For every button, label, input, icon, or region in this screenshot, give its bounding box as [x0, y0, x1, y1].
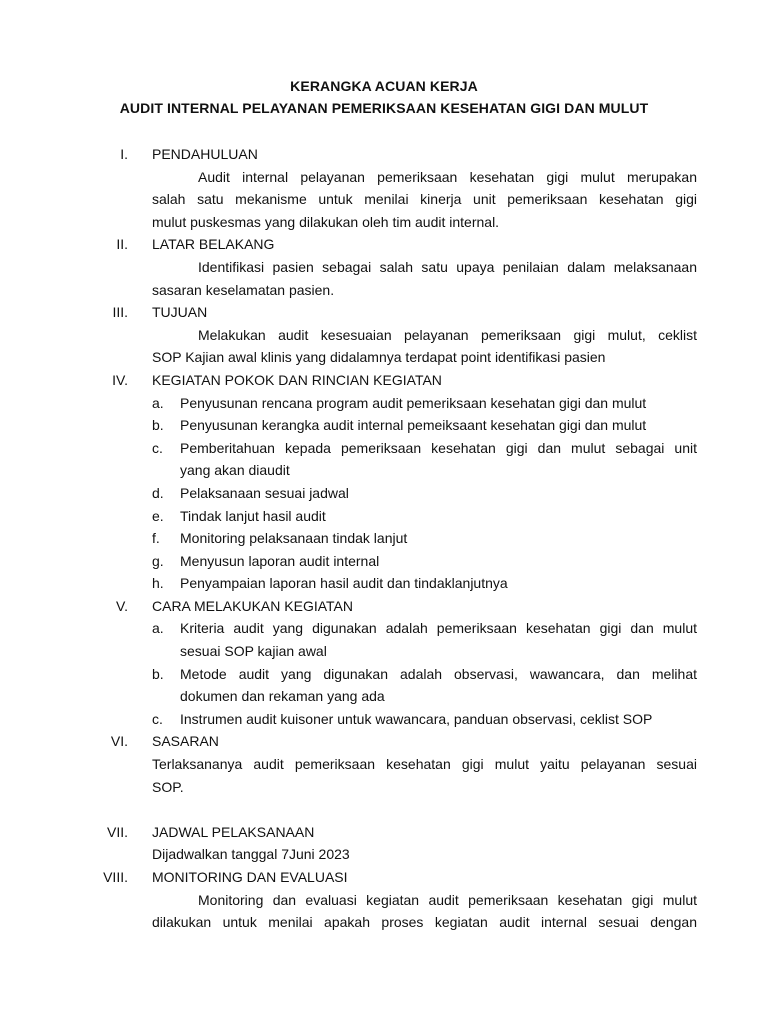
paragraph-line — [0, 188, 768, 211]
list-marker: g. — [152, 552, 164, 569]
list-marker: d. — [152, 484, 164, 501]
list-item — [0, 572, 768, 595]
paragraph-text: Audit internal pelayanan pemeriksaan kesehatan gigi mulut merupakan — [198, 168, 697, 185]
document-title: KERANGKA ACUAN KERJA — [290, 78, 478, 94]
paragraph-line — [0, 346, 768, 369]
paragraph-line — [0, 324, 768, 347]
list-marker: e. — [152, 507, 164, 524]
list-item — [0, 505, 768, 528]
list-item-text: Instrumen audit kuisoner untuk wawancara, panduan observasi, ceklist SOP — [180, 710, 653, 727]
list-item-text: Menyusun laporan audit internal — [180, 552, 380, 569]
section-title: PENDAHULUAN — [152, 146, 258, 162]
paragraph-text: dilakukan untuk menilai apakah proses kegiatan audit internal sesuai dengan — [152, 914, 697, 931]
section-title: CARA MELAKUKAN KEGIATAN — [152, 597, 353, 614]
paragraph-text: Identifikasi pasien sebagai salah satu upaya penilaian dalam melaksanaan — [198, 258, 697, 275]
section-heading-tujuan — [0, 301, 768, 324]
section-numeral: IV. — [112, 371, 128, 388]
section-heading-pendahuluan — [0, 143, 768, 166]
list-item-text: Pemberitahuan kepada pemeriksaan kesehatan gigi dan mulut sebagai unit — [180, 439, 697, 456]
section-heading-kegiatan-pokok — [0, 369, 768, 392]
section-heading-cara-melakukan — [0, 595, 768, 618]
list-item-text: dokumen dan rekaman yang ada — [180, 688, 385, 705]
list-item — [0, 482, 768, 505]
section-numeral: II. — [116, 236, 128, 253]
paragraph-line — [0, 753, 768, 776]
list-item — [0, 414, 768, 437]
list-marker: c. — [152, 439, 163, 456]
paragraph-line — [0, 211, 768, 234]
list-item-text: yang akan diaudit — [180, 462, 290, 479]
section-numeral: I. — [120, 146, 128, 162]
paragraph-text: SOP Kajian awal klinis yang didalamnya terdapat point identifikasi pasien — [152, 349, 606, 366]
list-item — [0, 617, 768, 640]
section-heading-latar-belakang — [0, 233, 768, 256]
section-numeral: III. — [112, 304, 128, 321]
list-marker: a. — [152, 394, 164, 411]
list-item-continuation — [0, 685, 768, 708]
list-item — [0, 663, 768, 686]
list-marker: b. — [152, 665, 164, 682]
paragraph-line — [0, 279, 768, 302]
paragraph-line — [0, 166, 768, 189]
paragraph-text: SOP. — [152, 778, 184, 795]
list-item-continuation — [0, 459, 768, 482]
paragraph-text: salah satu mekanisme untuk menilai kinerja unit pemeriksaan kesehatan gigi — [152, 191, 697, 208]
section-title: LATAR BELAKANG — [152, 236, 275, 253]
document-body — [0, 143, 768, 934]
list-marker: b. — [152, 417, 164, 434]
paragraph-line — [0, 889, 768, 912]
paragraph-line — [0, 776, 768, 799]
paragraph-line — [0, 911, 768, 934]
list-item-text: Penyampaian laporan hasil audit dan tindaklanjutnya — [180, 575, 508, 592]
list-marker: h. — [152, 575, 164, 592]
section-numeral: VIII. — [103, 869, 128, 885]
list-item — [0, 708, 768, 731]
list-item — [0, 437, 768, 460]
list-item-text: Penyusunan kerangka audit internal pemeiksaant kesehatan gigi dan mulut — [180, 417, 647, 434]
section-numeral: VII. — [106, 823, 128, 840]
paragraph-text: mulut puskesmas yang dilakukan oleh tim audit internal. — [152, 213, 500, 230]
list-item-text: Monitoring pelaksanaan tindak lanjut — [180, 530, 408, 547]
paragraph-text: Melakukan audit kesesuaian pelayanan pemeriksaan gigi mulut, ceklist — [198, 326, 697, 343]
list-item-text: Penyusunan rencana program audit pemeriksaan kesehatan gigi dan mulut — [180, 394, 647, 411]
paragraph-text: sasaran keselamatan pasien. — [152, 281, 335, 298]
section-heading-monitoring — [0, 866, 768, 889]
section-title: SASARAN — [152, 733, 219, 750]
list-item — [0, 527, 768, 550]
blank-line — [0, 798, 768, 821]
list-marker: c. — [152, 710, 163, 727]
document-subtitle: AUDIT INTERNAL PELAYANAN PEMERIKSAAN KESEHATAN GIGI DAN MULUT — [119, 100, 649, 116]
section-title: JADWAL PELAKSANAAN — [152, 823, 315, 840]
paragraph-text: Terlaksananya audit pemeriksaan kesehatan gigi mulut yaitu pelayanan sesuai — [152, 756, 697, 773]
list-item — [0, 392, 768, 415]
list-item-continuation — [0, 640, 768, 663]
list-item-text: Tindak lanjut hasil audit — [180, 507, 326, 524]
section-numeral: V. — [116, 597, 128, 614]
list-item — [0, 550, 768, 573]
section-heading-sasaran — [0, 730, 768, 753]
paragraph-text: Monitoring dan evaluasi kegiatan audit pemeriksaan kesehatan gigi mulut — [198, 891, 697, 908]
section-numeral: VI. — [110, 733, 128, 750]
section-title: KEGIATAN POKOK DAN RINCIAN KEGIATAN — [152, 371, 442, 388]
paragraph-text: Dijadwalkan tanggal 7Juni 2023 — [152, 846, 350, 863]
list-item-text: Kriteria audit yang digunakan adalah pemeriksaan kesehatan gigi dan mulut — [180, 620, 697, 637]
list-marker: f. — [152, 530, 160, 547]
paragraph-line — [0, 843, 768, 866]
section-title: TUJUAN — [152, 304, 208, 321]
section-heading-jadwal — [0, 821, 768, 844]
list-item-text: Metode audit yang digunakan adalah observasi, wawancara, dan melihat — [180, 665, 697, 682]
paragraph-line — [0, 256, 768, 279]
list-item-text: Pelaksanaan sesuai jadwal — [180, 484, 349, 501]
list-item-text: sesuai SOP kajian awal — [180, 643, 327, 660]
list-marker: a. — [152, 620, 164, 637]
section-title: MONITORING DAN EVALUASI — [152, 869, 348, 885]
